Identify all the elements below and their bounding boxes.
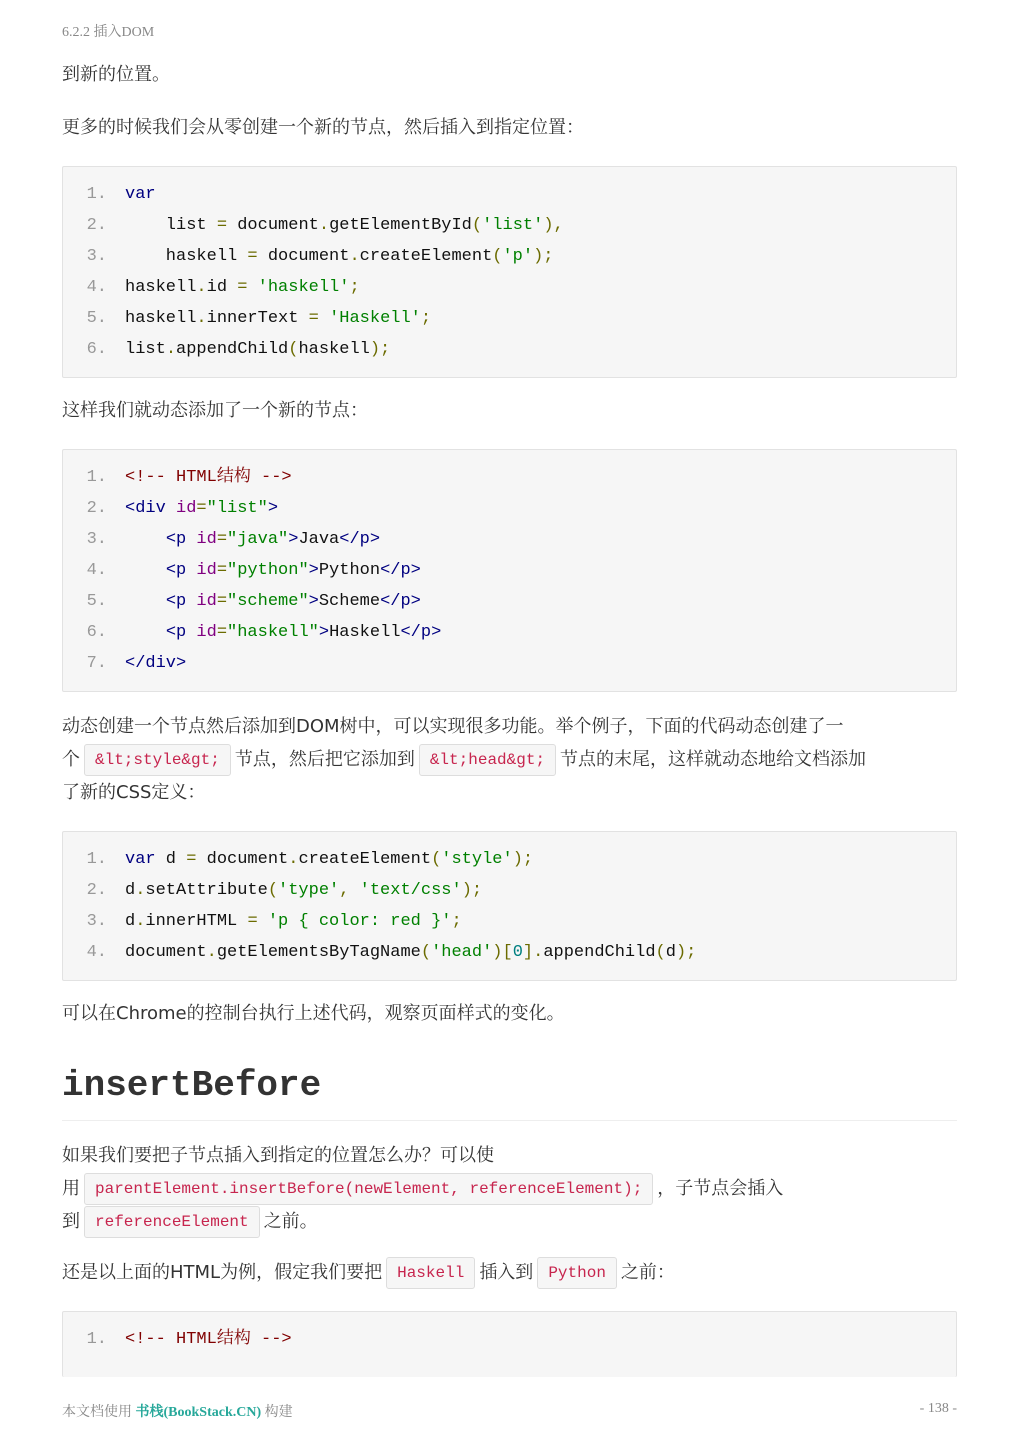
code-token: =: [186, 850, 197, 869]
code-line: [63, 524, 956, 555]
code-text: [125, 272, 360, 303]
code-token: [125, 623, 166, 642]
code-token: =: [216, 561, 228, 580]
code-token: >: [308, 592, 319, 611]
code-text: [125, 210, 564, 241]
code-token: 'list': [482, 216, 544, 235]
code-token: innerText: [206, 309, 309, 328]
code-token: 'Haskell': [329, 309, 421, 328]
code-token: (: [492, 247, 503, 266]
code-token: setAttribute: [145, 881, 268, 900]
code-block: [62, 831, 957, 981]
code-token: id: [196, 592, 217, 611]
code-token: <!-- HTML结构 -->: [125, 1330, 292, 1349]
code-text: [125, 179, 156, 210]
code-token: .: [206, 943, 217, 962]
inline-code: &lt;style&gt;: [84, 744, 231, 776]
line-number: 1.: [86, 1330, 107, 1349]
code-line: [63, 555, 956, 586]
footer-credit: [62, 1401, 293, 1421]
code-token: appendChild: [543, 943, 656, 962]
code-token: haskell: [298, 340, 370, 359]
code-token: createElement: [359, 247, 493, 266]
code-token: getElementById: [329, 216, 472, 235]
code-token: =: [216, 216, 228, 235]
breadcrumb: 6.2.2 插入DOM: [62, 25, 155, 40]
text: 插入到: [479, 1262, 534, 1283]
paragraph: [62, 1139, 957, 1238]
code-line: [63, 241, 956, 272]
code-text: [125, 334, 390, 365]
code-token: =: [247, 247, 258, 266]
paragraph-line: 了新的CSS定义：: [62, 782, 206, 803]
code-line: [63, 334, 956, 365]
code-token: var: [125, 850, 156, 869]
code-token: var: [125, 185, 156, 204]
code-token: [125, 592, 166, 611]
code-token: haskell: [125, 247, 248, 266]
line-number: 1.: [86, 185, 107, 204]
code-token: =: [216, 592, 228, 611]
code-text: [125, 648, 186, 679]
code-text: [125, 303, 431, 334]
code-token: .: [196, 309, 207, 328]
footer-prefix: 本文档使用: [62, 1405, 136, 1420]
paragraph: 可以在Chrome的控制台执行上述代码，观察页面样式的变化。: [62, 1003, 565, 1024]
code-line: [63, 844, 956, 875]
code-token: "list": [206, 499, 268, 518]
code-token: <p: [165, 561, 197, 580]
code-block: [62, 166, 957, 378]
code-token: =: [247, 912, 258, 931]
paragraph-line: [62, 743, 957, 776]
code-line: [63, 648, 956, 679]
code-token: >: [308, 561, 319, 580]
text: ，子节点会插入: [657, 1178, 784, 1199]
code-token: >: [288, 530, 299, 549]
code-token: =: [216, 530, 228, 549]
line-number: 1.: [86, 850, 107, 869]
code-token: id: [176, 499, 197, 518]
code-token: id: [196, 530, 217, 549]
code-token: d: [125, 881, 136, 900]
line-number: 4.: [86, 561, 107, 580]
code-token: ,: [339, 881, 360, 900]
document-body: [62, 58, 957, 1377]
line-number: 3.: [86, 247, 107, 266]
code-token: 'style': [441, 850, 513, 869]
code-token: );: [675, 943, 697, 962]
code-token: =: [237, 278, 248, 297]
line-number: 5.: [86, 592, 107, 611]
code-token: ;: [451, 912, 462, 931]
code-token: document: [227, 216, 319, 235]
code-token: (: [655, 943, 666, 962]
section-heading: insertBefore: [62, 1064, 957, 1121]
code-line: [63, 493, 956, 524]
code-token: id: [196, 561, 217, 580]
line-number: 5.: [86, 309, 107, 328]
code-token: (: [420, 943, 432, 962]
code-token: Java: [298, 530, 340, 549]
paragraph: [62, 710, 957, 809]
code-token: "scheme": [227, 592, 309, 611]
code-line: [63, 617, 956, 648]
code-token: d: [665, 943, 676, 962]
inline-code: &lt;head&gt;: [419, 744, 556, 776]
inline-code: parentElement.insertBefore(newElement, referenceElement);: [84, 1173, 653, 1205]
code-token: (: [267, 881, 279, 900]
code-token: <p: [165, 623, 197, 642]
code-token: );: [461, 881, 483, 900]
code-token: innerHTML: [145, 912, 248, 931]
footer-suffix: 构建: [261, 1405, 293, 1420]
code-block: [62, 449, 957, 692]
code-token: 0: [512, 943, 523, 962]
code-token: .: [288, 850, 299, 869]
line-number: 2.: [86, 216, 107, 235]
code-token: [258, 912, 268, 931]
code-line: [63, 272, 956, 303]
paragraph: [62, 1256, 957, 1289]
code-line: [63, 303, 956, 334]
inline-code: Haskell: [386, 1257, 475, 1289]
code-token: appendChild: [176, 340, 289, 359]
code-token: .: [165, 340, 177, 359]
code-line: [63, 1324, 956, 1355]
bookstack-link[interactable]: 书栈(BookStack.CN): [135, 1405, 262, 1420]
line-number: 3.: [86, 530, 107, 549]
code-token: list: [125, 216, 217, 235]
code-line: [63, 586, 956, 617]
code-text: [125, 937, 696, 968]
code-token: .: [135, 912, 146, 931]
line-number: 3.: [86, 912, 107, 931]
code-token: haskell: [125, 309, 197, 328]
code-token: ;: [349, 278, 360, 297]
code-text: [125, 586, 421, 617]
code-token: "haskell": [227, 623, 319, 642]
text: 用: [62, 1178, 80, 1199]
code-token: 'p': [502, 247, 534, 266]
code-token: 'haskell': [257, 278, 350, 297]
code-token: "python": [227, 561, 309, 580]
paragraph-line: 动态创建一个节点然后添加到DOM树中，可以实现很多功能。举个例子，下面的代码动态创建了一: [62, 716, 844, 737]
code-text: [125, 524, 380, 555]
code-text: [125, 875, 482, 906]
code-token: )[: [492, 943, 513, 962]
line-number: 4.: [86, 943, 107, 962]
code-token: list: [125, 340, 166, 359]
code-text: [125, 906, 462, 937]
line-number: 6.: [86, 340, 107, 359]
code-token: =: [308, 309, 319, 328]
code-token: id: [206, 278, 238, 297]
code-token: 'head': [431, 943, 493, 962]
code-line: [63, 937, 956, 968]
code-text: [125, 241, 554, 272]
code-token: ].: [522, 943, 544, 962]
code-token: </p>: [380, 592, 421, 611]
paragraph-line: [62, 1172, 957, 1205]
code-text: [125, 493, 278, 524]
code-text: [125, 844, 533, 875]
code-token: 'p { color: red }': [267, 912, 452, 931]
code-text: [125, 617, 441, 648]
code-token: Scheme: [318, 592, 381, 611]
code-token: Haskell: [329, 623, 401, 642]
code-token: ;: [420, 309, 432, 328]
code-token: createElement: [298, 850, 432, 869]
code-token: .: [318, 216, 330, 235]
code-token: );: [512, 850, 534, 869]
code-token: >: [318, 623, 330, 642]
code-token: </p>: [380, 561, 421, 580]
code-token: </p>: [339, 530, 381, 549]
line-number: 7.: [86, 654, 107, 673]
paragraph: 这样我们就动态添加了一个新的节点：: [62, 400, 368, 421]
line-number: 2.: [86, 881, 107, 900]
text: 之前：: [620, 1262, 675, 1283]
paragraph: 更多的时候我们会从零创建一个新的节点，然后插入到指定位置：: [62, 117, 584, 138]
code-token: 'type': [278, 881, 340, 900]
code-text: [125, 555, 421, 586]
code-token: "java": [227, 530, 289, 549]
code-token: id: [196, 623, 217, 642]
code-token: <p: [165, 592, 197, 611]
code-text: [125, 462, 292, 493]
inline-code: Python: [537, 1257, 617, 1289]
text: 还是以上面的HTML为例，假定我们要把: [62, 1262, 383, 1283]
code-token: document: [196, 850, 289, 869]
code-token: .: [349, 247, 360, 266]
code-token: .: [135, 881, 146, 900]
code-token: .: [196, 278, 207, 297]
code-line: [63, 875, 956, 906]
code-token: );: [369, 340, 391, 359]
code-token: 'text/css': [359, 881, 462, 900]
page-number: - 138 -: [919, 1401, 957, 1416]
line-number: 2.: [86, 499, 107, 518]
code-token: );: [533, 247, 554, 266]
code-token: document: [125, 943, 207, 962]
code-token: </p>: [400, 623, 442, 642]
code-token: <p: [165, 530, 197, 549]
paragraph-line: [62, 1205, 957, 1238]
code-token: ),: [543, 216, 564, 235]
text: 节点，然后把它添加到: [234, 749, 415, 770]
inline-code: referenceElement: [84, 1206, 260, 1238]
paragraph: 到新的位置。: [62, 64, 170, 85]
code-token: >: [267, 499, 279, 518]
code-token: =: [216, 623, 228, 642]
code-line: [63, 462, 956, 493]
text: 之前。: [263, 1211, 318, 1232]
code-token: [125, 530, 166, 549]
code-token: haskell: [125, 278, 197, 297]
line-number: 1.: [86, 468, 107, 487]
code-token: =: [196, 499, 207, 518]
code-token: d: [155, 850, 187, 869]
code-token: Python: [318, 561, 381, 580]
code-token: <div: [125, 499, 177, 518]
code-token: document: [257, 247, 350, 266]
text: 节点的末尾，这样就动态地给文档添加: [560, 749, 867, 770]
text: 到: [62, 1211, 80, 1232]
code-block: [62, 1311, 957, 1377]
code-line: [63, 179, 956, 210]
code-token: <!-- HTML结构 -->: [125, 468, 292, 487]
paragraph-line: 如果我们要把子节点插入到指定的位置怎么办？可以使: [62, 1145, 494, 1166]
code-token: [319, 309, 329, 328]
code-token: d: [125, 912, 136, 931]
code-token: getElementsByTagName: [216, 943, 421, 962]
code-token: (: [471, 216, 483, 235]
code-token: (: [288, 340, 299, 359]
code-line: [63, 210, 956, 241]
line-number: 6.: [86, 623, 107, 642]
code-line: [63, 906, 956, 937]
code-token: [247, 278, 257, 297]
code-token: </div>: [125, 654, 187, 673]
code-token: [125, 561, 166, 580]
code-token: (: [431, 850, 442, 869]
line-number: 4.: [86, 278, 107, 297]
code-text: [125, 1324, 292, 1355]
text: 个: [62, 749, 80, 770]
